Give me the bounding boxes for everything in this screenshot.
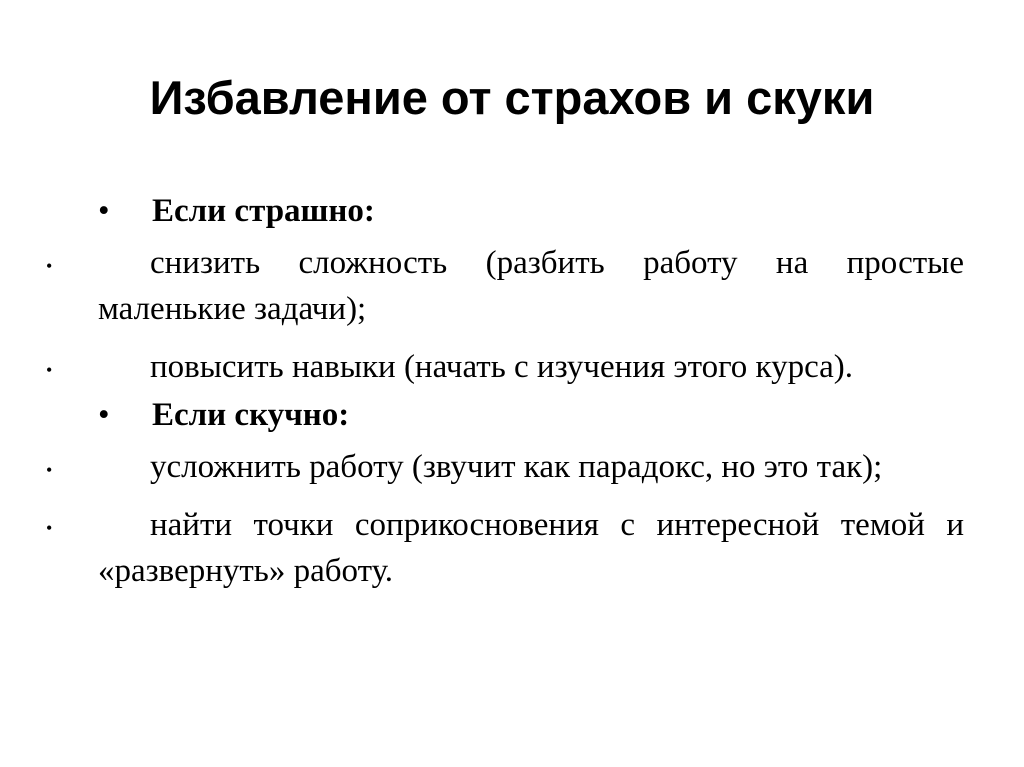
bullet-marker: • xyxy=(98,397,110,433)
list-item xyxy=(46,344,964,390)
sub-bullet-marker: • xyxy=(46,256,53,276)
list-item-text: снизить сложность (разбить работу на простые маленькие задачи); xyxy=(98,245,964,327)
section-heading-label: Если страшно: xyxy=(152,193,375,229)
section-heading-label: Если скучно: xyxy=(152,397,350,433)
sub-bullet-marker: • xyxy=(46,518,53,538)
section-heading-scared xyxy=(98,188,964,234)
slide-content xyxy=(46,188,964,606)
slide-title: Избавление от страхов и скуки xyxy=(149,71,875,124)
section-heading-bored xyxy=(98,392,964,438)
sub-bullet-marker: • xyxy=(46,360,53,380)
list-item xyxy=(46,444,964,490)
list-item-text: усложнить работу (звучит как парадокс, но это так); xyxy=(150,449,883,485)
list-item xyxy=(46,502,964,594)
list-item-text: найти точки соприкосновения с интересной темой и «развернуть» работу. xyxy=(98,507,964,589)
sub-bullet-marker: • xyxy=(46,460,53,480)
list-item-text: повысить навыки (начать с изучения этого курса). xyxy=(150,349,854,385)
list-item xyxy=(46,240,964,332)
bullet-marker: • xyxy=(98,193,110,229)
